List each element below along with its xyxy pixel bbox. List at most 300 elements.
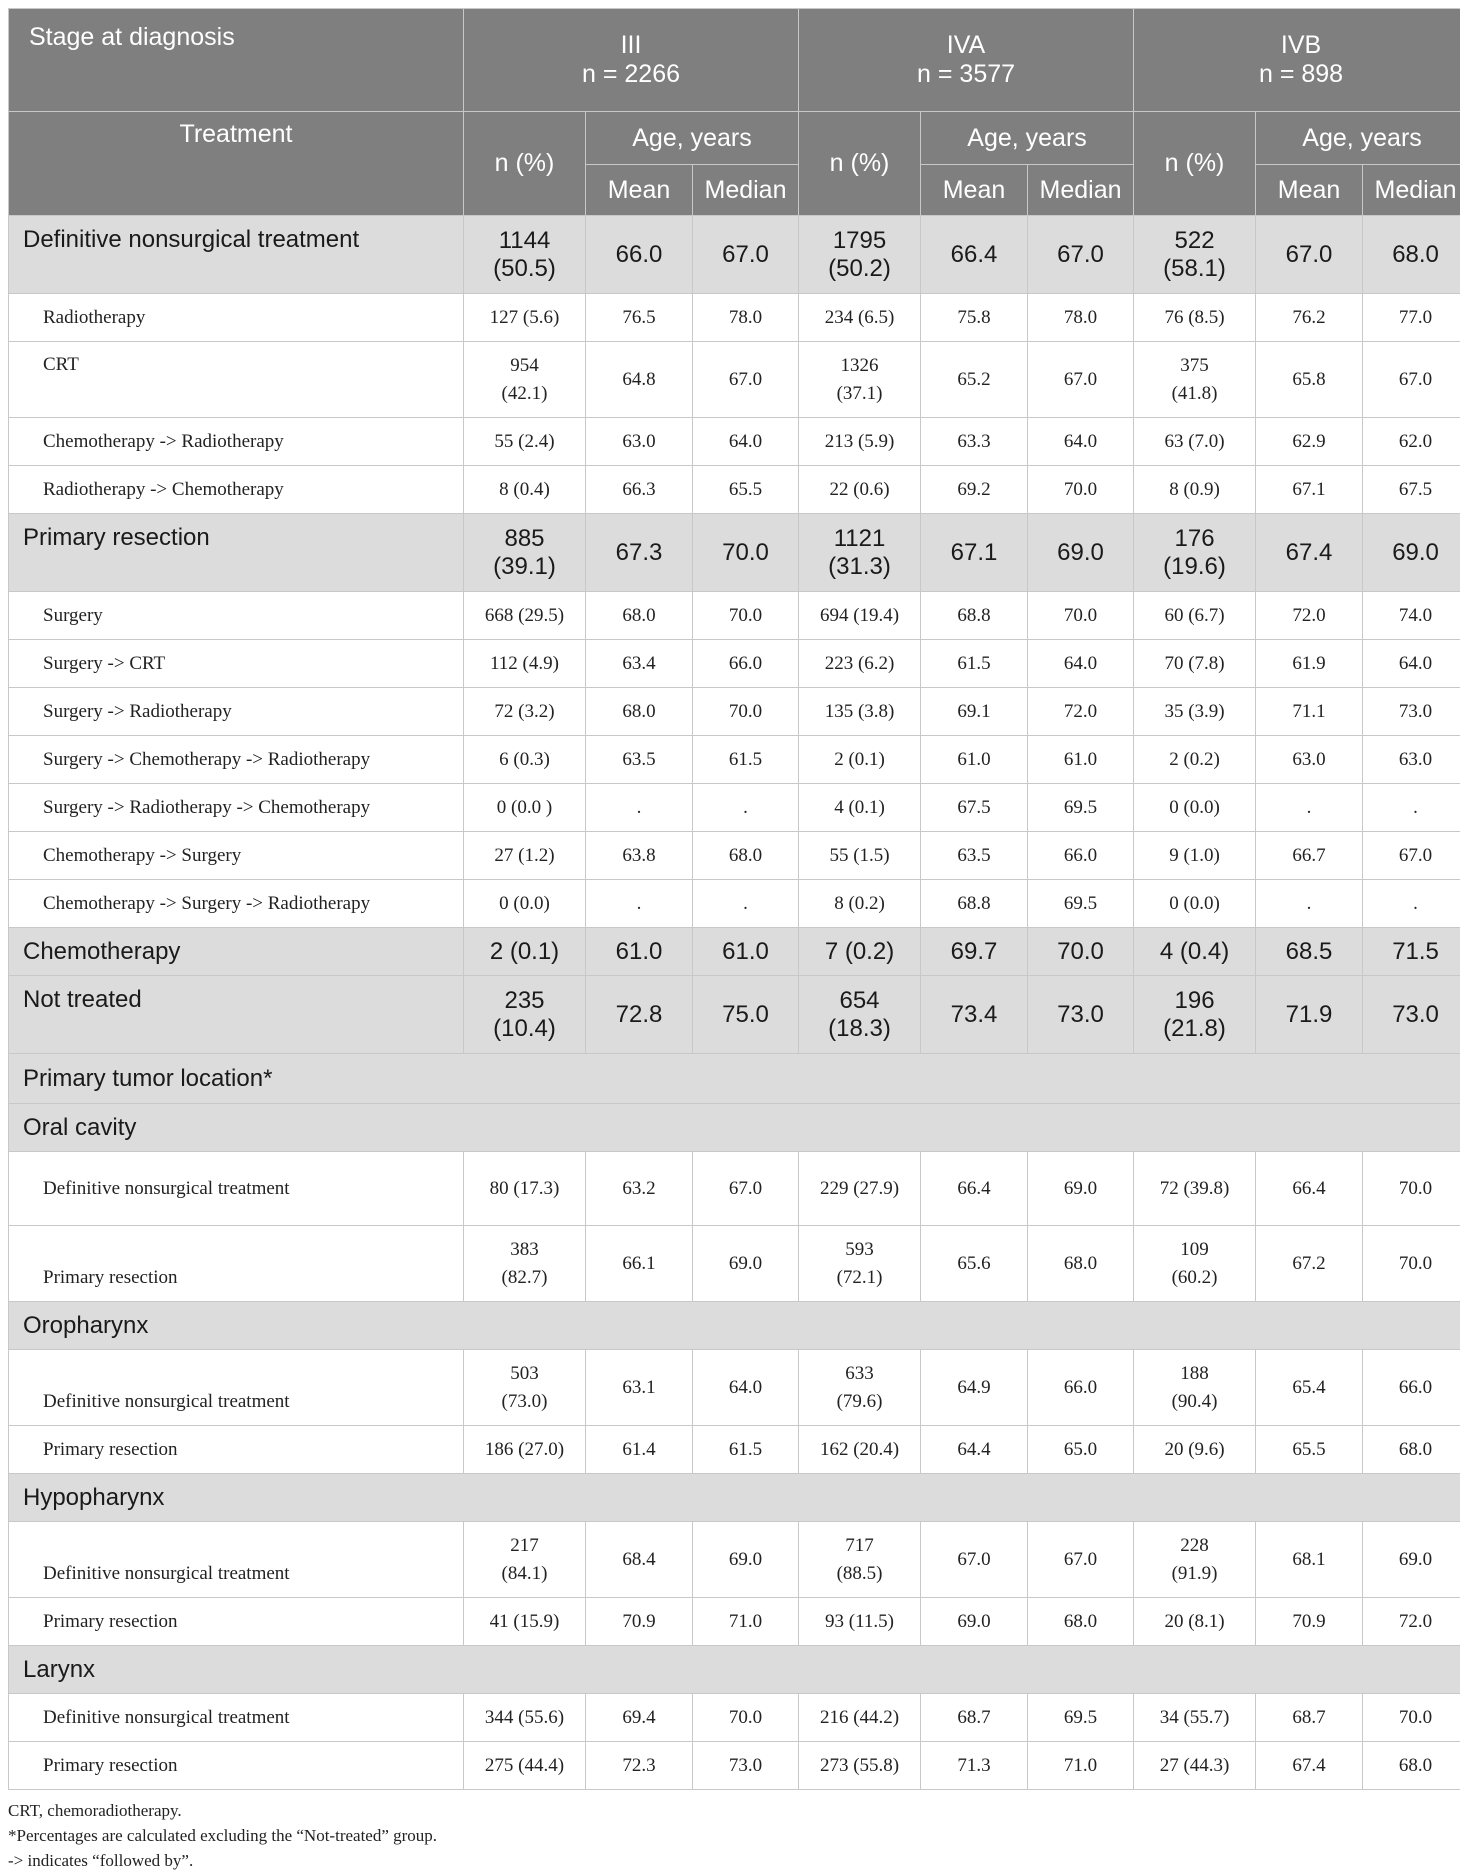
n-pct-value: 375 (41.8) — [1160, 352, 1230, 408]
mean-age-cell: 67.1 — [1256, 466, 1363, 514]
mean-age-cell: 72.8 — [586, 976, 693, 1054]
treatment-label: Primary resection — [9, 1598, 464, 1646]
n-pct-cell: 0 (0.0) — [1134, 784, 1256, 832]
n-pct-cell: 7 (0.2) — [799, 928, 921, 976]
mean-age-cell: 68.0 — [586, 592, 693, 640]
median-age-cell: 71.5 — [1363, 928, 1460, 976]
mean-age-cell: 68.5 — [1256, 928, 1363, 976]
median-age-cell: 73.0 — [1028, 976, 1134, 1054]
median-age-cell: 65.5 — [693, 466, 799, 514]
n-pct-cell: 35 (3.9) — [1134, 688, 1256, 736]
treatment-header-label: Treatment — [9, 112, 464, 216]
mean-age-cell: 65.8 — [1256, 342, 1363, 418]
table-row — [9, 1350, 1460, 1426]
median-age-cell: 67.0 — [1363, 342, 1460, 418]
n-pct-cell: 112 (4.9) — [464, 640, 586, 688]
section-row-oropharynx — [9, 1302, 1460, 1350]
mean-age-cell: 64.4 — [921, 1426, 1028, 1474]
mean-age-cell: . — [1256, 784, 1363, 832]
table-row — [9, 216, 1460, 294]
median-age-cell: 67.0 — [1028, 342, 1134, 418]
section-row-hypopharynx — [9, 1474, 1460, 1522]
treatment-label: Primary resection — [9, 514, 464, 592]
median-age-cell: . — [693, 880, 799, 928]
treatment-label: Definitive nonsurgical treatment — [9, 1152, 464, 1226]
median-age-cell: 70.0 — [693, 514, 799, 592]
n-pct-cell: 2 (0.2) — [1134, 736, 1256, 784]
n-pct-cell: 72 (39.8) — [1134, 1152, 1256, 1226]
n-pct-cell: 27 (44.3) — [1134, 1742, 1256, 1790]
treatment-label: Surgery — [9, 592, 464, 640]
n-pct-cell: 275 (44.4) — [464, 1742, 586, 1790]
mean-age-cell: 68.1 — [1256, 1522, 1363, 1598]
treatment-label: Primary resection — [9, 1742, 464, 1790]
n-pct-cell: 4 (0.4) — [1134, 928, 1256, 976]
mean-age-cell: 69.0 — [921, 1598, 1028, 1646]
median-age-cell: 64.0 — [1028, 418, 1134, 466]
median-age-cell: 73.0 — [1363, 976, 1460, 1054]
stage-header-label: Stage at diagnosis — [9, 9, 464, 112]
n-pct-cell: 234 (6.5) — [799, 294, 921, 342]
median-age-cell: 70.0 — [693, 1694, 799, 1742]
n-pct-cell — [799, 342, 921, 418]
n-pct-cell — [464, 216, 586, 294]
n-pct-value: 593 (72.1) — [825, 1236, 895, 1292]
footnote-arrow: -> indicates “followed by”. — [8, 1848, 1454, 1873]
median-age-cell: 67.0 — [693, 342, 799, 418]
mean-age-cell: 72.3 — [586, 1742, 693, 1790]
table-row — [9, 832, 1460, 880]
mean-age-cell: 63.5 — [586, 736, 693, 784]
n-pct-value: 1121 (31.3) — [825, 525, 895, 581]
median-age-cell: 73.0 — [1363, 688, 1460, 736]
median-age-cell: 74.0 — [1363, 592, 1460, 640]
table-row — [9, 928, 1460, 976]
median-age-cell: 78.0 — [1028, 294, 1134, 342]
treatment-label: Definitive nonsurgical treatment — [9, 1350, 464, 1426]
mean-age-cell: 67.0 — [1256, 216, 1363, 294]
n-pct-value: 109 (60.2) — [1160, 1236, 1230, 1292]
mean-age-cell: 66.1 — [586, 1226, 693, 1302]
n-pct-cell: 76 (8.5) — [1134, 294, 1256, 342]
n-pct-cell: 70 (7.8) — [1134, 640, 1256, 688]
table-row — [9, 1152, 1460, 1226]
treatment-label: Chemotherapy -> Surgery -> Radiotherapy — [9, 880, 464, 928]
median-age-cell: 70.0 — [1028, 592, 1134, 640]
mean-age-cell: 65.6 — [921, 1226, 1028, 1302]
n-pct-cell: 8 (0.9) — [1134, 466, 1256, 514]
table-row — [9, 976, 1460, 1054]
median-age-cell: 71.0 — [693, 1598, 799, 1646]
n-pct-cell — [1134, 216, 1256, 294]
treatment-label: Surgery -> Chemotherapy -> Radiotherapy — [9, 736, 464, 784]
n-pct-value: 1326 (37.1) — [825, 352, 895, 408]
n-pct-value: 1795 (50.2) — [825, 227, 895, 283]
n-pct-value: 176 (19.6) — [1160, 525, 1230, 581]
n-pct-cell: 186 (27.0) — [464, 1426, 586, 1474]
mean-age-cell: 68.0 — [586, 688, 693, 736]
mean-age-cell: 67.1 — [921, 514, 1028, 592]
table-row — [9, 1226, 1460, 1302]
treatment-label: Radiotherapy — [9, 294, 464, 342]
treatment-label: Definitive nonsurgical treatment — [9, 1694, 464, 1742]
n-pct-value: 217 (84.1) — [490, 1532, 560, 1588]
table-row — [9, 880, 1460, 928]
median-age-cell: 69.0 — [693, 1522, 799, 1598]
median-age-cell: 67.0 — [693, 216, 799, 294]
table-row — [9, 688, 1460, 736]
n-pct-cell: 20 (8.1) — [1134, 1598, 1256, 1646]
mean-age-cell: 63.1 — [586, 1350, 693, 1426]
median-age-cell: 66.0 — [693, 640, 799, 688]
table-row — [9, 1694, 1460, 1742]
mean-age-cell: 67.0 — [921, 1522, 1028, 1598]
mean-age-cell: 63.8 — [586, 832, 693, 880]
n-pct-cell: 6 (0.3) — [464, 736, 586, 784]
n-pct-cell: 8 (0.4) — [464, 466, 586, 514]
median-age-cell: 68.0 — [1028, 1226, 1134, 1302]
mean-age-cell: 61.0 — [586, 928, 693, 976]
stage-name: III — [464, 31, 798, 60]
median-age-cell: 67.5 — [1363, 466, 1460, 514]
median-age-cell: 64.0 — [693, 418, 799, 466]
median-age-cell: 66.0 — [1028, 832, 1134, 880]
median-age-cell: 69.0 — [1363, 514, 1460, 592]
table-row — [9, 1598, 1460, 1646]
treatment-label: Chemotherapy -> Surgery — [9, 832, 464, 880]
n-pct-cell — [1134, 514, 1256, 592]
median-age-cell: 61.5 — [693, 1426, 799, 1474]
n-pct-value: 717 (88.5) — [825, 1532, 895, 1588]
mean-header: Mean — [1256, 165, 1363, 216]
mean-age-cell: 67.4 — [1256, 1742, 1363, 1790]
mean-age-cell: 65.2 — [921, 342, 1028, 418]
median-age-cell: 69.0 — [1363, 1522, 1460, 1598]
n-pct-cell: 93 (11.5) — [799, 1598, 921, 1646]
treatment-label: Not treated — [9, 976, 464, 1054]
median-age-cell: 66.0 — [1363, 1350, 1460, 1426]
median-age-cell: 63.0 — [1363, 736, 1460, 784]
stage-name: IVB — [1134, 31, 1460, 60]
median-age-cell: 78.0 — [693, 294, 799, 342]
n-pct-cell: 135 (3.8) — [799, 688, 921, 736]
n-pct-cell: 127 (5.6) — [464, 294, 586, 342]
median-header: Median — [1363, 165, 1460, 216]
n-pct-cell — [1134, 1522, 1256, 1598]
table-container — [8, 8, 1454, 1873]
mean-age-cell: 71.1 — [1256, 688, 1363, 736]
mean-age-cell: 65.5 — [1256, 1426, 1363, 1474]
n-pct-cell: 0 (0.0 ) — [464, 784, 586, 832]
n-pct-cell — [799, 1522, 921, 1598]
n-pct-value: 235 (10.4) — [490, 987, 560, 1043]
median-age-cell: 69.5 — [1028, 1694, 1134, 1742]
n-pct-cell — [799, 976, 921, 1054]
mean-age-cell: 69.7 — [921, 928, 1028, 976]
median-age-cell: 69.0 — [693, 1226, 799, 1302]
median-age-cell: 68.0 — [693, 832, 799, 880]
mean-age-cell: 67.4 — [1256, 514, 1363, 592]
median-age-cell: 70.0 — [1363, 1152, 1460, 1226]
mean-age-cell: . — [586, 880, 693, 928]
n-pct-cell: 9 (1.0) — [1134, 832, 1256, 880]
n-pct-cell — [464, 342, 586, 418]
n-pct-value: 503 (73.0) — [490, 1360, 560, 1416]
mean-age-cell: 62.9 — [1256, 418, 1363, 466]
median-age-cell: 70.0 — [1363, 1226, 1460, 1302]
n-pct-cell: 20 (9.6) — [1134, 1426, 1256, 1474]
section-row-primary-tumor-location — [9, 1054, 1460, 1104]
treatment-by-stage-table — [8, 8, 1460, 1790]
section-label: Oropharynx — [9, 1302, 1460, 1350]
n-pct-cell — [799, 1226, 921, 1302]
mean-age-cell: 71.9 — [1256, 976, 1363, 1054]
section-label: Oral cavity — [9, 1104, 1460, 1152]
n-pct-cell — [464, 1350, 586, 1426]
n-pct-cell — [464, 976, 586, 1054]
n-pct-cell: 63 (7.0) — [1134, 418, 1256, 466]
treatment-label: Primary resection — [9, 1226, 464, 1302]
n-pct-cell: 55 (2.4) — [464, 418, 586, 466]
median-age-cell: 61.5 — [693, 736, 799, 784]
n-pct-cell: 8 (0.2) — [799, 880, 921, 928]
median-age-cell: 70.0 — [1363, 1694, 1460, 1742]
n-pct-value: 654 (18.3) — [825, 987, 895, 1043]
n-pct-cell: 216 (44.2) — [799, 1694, 921, 1742]
footnote-crt: CRT, chemoradiotherapy. — [8, 1798, 1454, 1823]
median-age-cell: 77.0 — [1363, 294, 1460, 342]
median-header: Median — [1028, 165, 1134, 216]
mean-age-cell: 73.4 — [921, 976, 1028, 1054]
mean-age-cell: 71.3 — [921, 1742, 1028, 1790]
mean-age-cell: 67.5 — [921, 784, 1028, 832]
mean-age-cell: 70.9 — [586, 1598, 693, 1646]
mean-header: Mean — [921, 165, 1028, 216]
table-row — [9, 342, 1460, 418]
mean-age-cell: 68.7 — [1256, 1694, 1363, 1742]
table-row — [9, 736, 1460, 784]
mean-age-cell: 64.8 — [586, 342, 693, 418]
section-label: Primary tumor location* — [9, 1054, 1460, 1104]
n-pct-cell — [1134, 1226, 1256, 1302]
header-row-stage — [9, 9, 1460, 112]
footnote-percentages: *Percentages are calculated excluding the “Not-treated” group. — [8, 1823, 1454, 1848]
median-age-cell: 64.0 — [1028, 640, 1134, 688]
median-age-cell: 68.0 — [1363, 216, 1460, 294]
table-row — [9, 1426, 1460, 1474]
median-age-cell: 68.0 — [1028, 1598, 1134, 1646]
mean-age-cell: 68.4 — [586, 1522, 693, 1598]
stage-header-iii — [464, 9, 799, 112]
n-pct-cell: 229 (27.9) — [799, 1152, 921, 1226]
median-age-cell: 68.0 — [1363, 1742, 1460, 1790]
stage-n: n = 898 — [1134, 60, 1460, 89]
n-pct-cell: 162 (20.4) — [799, 1426, 921, 1474]
mean-age-cell: 68.7 — [921, 1694, 1028, 1742]
mean-header: Mean — [586, 165, 693, 216]
stage-header-ivb — [1134, 9, 1460, 112]
n-pct-cell: 22 (0.6) — [799, 466, 921, 514]
median-age-cell: 71.0 — [1028, 1742, 1134, 1790]
n-pct-value: 1144 (50.5) — [490, 227, 560, 283]
mean-age-cell: 75.8 — [921, 294, 1028, 342]
stage-n: n = 3577 — [799, 60, 1133, 89]
mean-age-cell: 72.0 — [1256, 592, 1363, 640]
n-pct-value: 885 (39.1) — [490, 525, 560, 581]
mean-age-cell: 66.0 — [586, 216, 693, 294]
median-age-cell: 70.0 — [1028, 466, 1134, 514]
median-header: Median — [693, 165, 799, 216]
n-pct-cell: 80 (17.3) — [464, 1152, 586, 1226]
header-row-measures — [9, 112, 1460, 165]
mean-age-cell: 67.2 — [1256, 1226, 1363, 1302]
mean-age-cell: . — [1256, 880, 1363, 928]
mean-age-cell: 67.3 — [586, 514, 693, 592]
n-pct-value: 196 (21.8) — [1160, 987, 1230, 1043]
n-pct-cell: 60 (6.7) — [1134, 592, 1256, 640]
mean-age-cell: 68.8 — [921, 592, 1028, 640]
stage-header-iva — [799, 9, 1134, 112]
n-pct-cell — [464, 514, 586, 592]
n-pct-cell: 34 (55.7) — [1134, 1694, 1256, 1742]
median-age-cell: 68.0 — [1363, 1426, 1460, 1474]
age-header: Age, years — [1256, 112, 1460, 165]
n-pct-cell: 72 (3.2) — [464, 688, 586, 736]
treatment-label: Radiotherapy -> Chemotherapy — [9, 466, 464, 514]
mean-age-cell: 69.4 — [586, 1694, 693, 1742]
mean-age-cell: . — [586, 784, 693, 832]
mean-age-cell: 61.5 — [921, 640, 1028, 688]
median-age-cell: 67.0 — [693, 1152, 799, 1226]
section-row-larynx — [9, 1646, 1460, 1694]
median-age-cell: 75.0 — [693, 976, 799, 1054]
n-pct-cell: 2 (0.1) — [799, 736, 921, 784]
table-row — [9, 784, 1460, 832]
treatment-label: Primary resection — [9, 1426, 464, 1474]
median-age-cell: 67.0 — [1028, 216, 1134, 294]
treatment-label: Chemotherapy — [9, 928, 464, 976]
median-age-cell: 70.0 — [693, 592, 799, 640]
table-row — [9, 640, 1460, 688]
median-age-cell: . — [1363, 880, 1460, 928]
median-age-cell: 70.0 — [693, 688, 799, 736]
treatment-label: Surgery -> CRT — [9, 640, 464, 688]
median-age-cell: 61.0 — [693, 928, 799, 976]
n-pct-cell — [464, 1522, 586, 1598]
mean-age-cell: 76.2 — [1256, 294, 1363, 342]
n-pct-cell: 55 (1.5) — [799, 832, 921, 880]
treatment-label: Surgery -> Radiotherapy -> Chemotherapy — [9, 784, 464, 832]
table-row — [9, 1522, 1460, 1598]
n-pct-cell: 213 (5.9) — [799, 418, 921, 466]
n-pct-cell: 4 (0.1) — [799, 784, 921, 832]
table-row — [9, 294, 1460, 342]
n-pct-value: 633 (79.6) — [825, 1360, 895, 1416]
table-row — [9, 466, 1460, 514]
median-age-cell: 66.0 — [1028, 1350, 1134, 1426]
n-pct-cell: 223 (6.2) — [799, 640, 921, 688]
n-pct-cell: 694 (19.4) — [799, 592, 921, 640]
n-pct-value: 522 (58.1) — [1160, 227, 1230, 283]
mean-age-cell: 61.9 — [1256, 640, 1363, 688]
mean-age-cell: 70.9 — [1256, 1598, 1363, 1646]
section-row-oral-cavity — [9, 1104, 1460, 1152]
n-pct-cell: 344 (55.6) — [464, 1694, 586, 1742]
n-pct-cell: 27 (1.2) — [464, 832, 586, 880]
median-age-cell: 70.0 — [1028, 928, 1134, 976]
median-age-cell: 72.0 — [1028, 688, 1134, 736]
n-pct-cell: 273 (55.8) — [799, 1742, 921, 1790]
n-pct-cell — [799, 514, 921, 592]
section-label: Larynx — [9, 1646, 1460, 1694]
n-pct-header: n (%) — [1134, 112, 1256, 216]
n-pct-value: 188 (90.4) — [1160, 1360, 1230, 1416]
median-age-cell: 69.0 — [1028, 514, 1134, 592]
n-pct-cell: 0 (0.0) — [1134, 880, 1256, 928]
table-row — [9, 1742, 1460, 1790]
mean-age-cell: 63.0 — [1256, 736, 1363, 784]
mean-age-cell: 66.7 — [1256, 832, 1363, 880]
n-pct-cell — [1134, 976, 1256, 1054]
mean-age-cell: 63.4 — [586, 640, 693, 688]
n-pct-cell: 41 (15.9) — [464, 1598, 586, 1646]
median-age-cell: 69.5 — [1028, 880, 1134, 928]
mean-age-cell: 63.3 — [921, 418, 1028, 466]
n-pct-header: n (%) — [799, 112, 921, 216]
mean-age-cell: 65.4 — [1256, 1350, 1363, 1426]
treatment-label: Definitive nonsurgical treatment — [9, 1522, 464, 1598]
table-row — [9, 592, 1460, 640]
n-pct-cell — [1134, 1350, 1256, 1426]
mean-age-cell: 76.5 — [586, 294, 693, 342]
stage-n: n = 2266 — [464, 60, 798, 89]
treatment-label: Chemotherapy -> Radiotherapy — [9, 418, 464, 466]
mean-age-cell: 66.3 — [586, 466, 693, 514]
mean-age-cell: 69.2 — [921, 466, 1028, 514]
median-age-cell: 67.0 — [1363, 832, 1460, 880]
median-age-cell: 69.5 — [1028, 784, 1134, 832]
section-label: Hypopharynx — [9, 1474, 1460, 1522]
n-pct-cell — [799, 1350, 921, 1426]
mean-age-cell: 63.0 — [586, 418, 693, 466]
median-age-cell: 62.0 — [1363, 418, 1460, 466]
median-age-cell: 69.0 — [1028, 1152, 1134, 1226]
mean-age-cell: 68.8 — [921, 880, 1028, 928]
treatment-label: CRT — [9, 342, 464, 418]
n-pct-value: 228 (91.9) — [1160, 1532, 1230, 1588]
median-age-cell: 64.0 — [1363, 640, 1460, 688]
stage-name: IVA — [799, 31, 1133, 60]
mean-age-cell: 66.4 — [921, 216, 1028, 294]
mean-age-cell: 66.4 — [921, 1152, 1028, 1226]
age-header: Age, years — [586, 112, 799, 165]
mean-age-cell: 61.4 — [586, 1426, 693, 1474]
mean-age-cell: 63.2 — [586, 1152, 693, 1226]
median-age-cell: . — [693, 784, 799, 832]
mean-age-cell: 66.4 — [1256, 1152, 1363, 1226]
age-header: Age, years — [921, 112, 1134, 165]
mean-age-cell: 64.9 — [921, 1350, 1028, 1426]
median-age-cell: 64.0 — [693, 1350, 799, 1426]
median-age-cell: 67.0 — [1028, 1522, 1134, 1598]
mean-age-cell: 63.5 — [921, 832, 1028, 880]
median-age-cell: 61.0 — [1028, 736, 1134, 784]
n-pct-cell: 668 (29.5) — [464, 592, 586, 640]
n-pct-value: 383 (82.7) — [490, 1236, 560, 1292]
median-age-cell: . — [1363, 784, 1460, 832]
n-pct-cell — [1134, 342, 1256, 418]
treatment-label: Definitive nonsurgical treatment — [9, 216, 464, 294]
